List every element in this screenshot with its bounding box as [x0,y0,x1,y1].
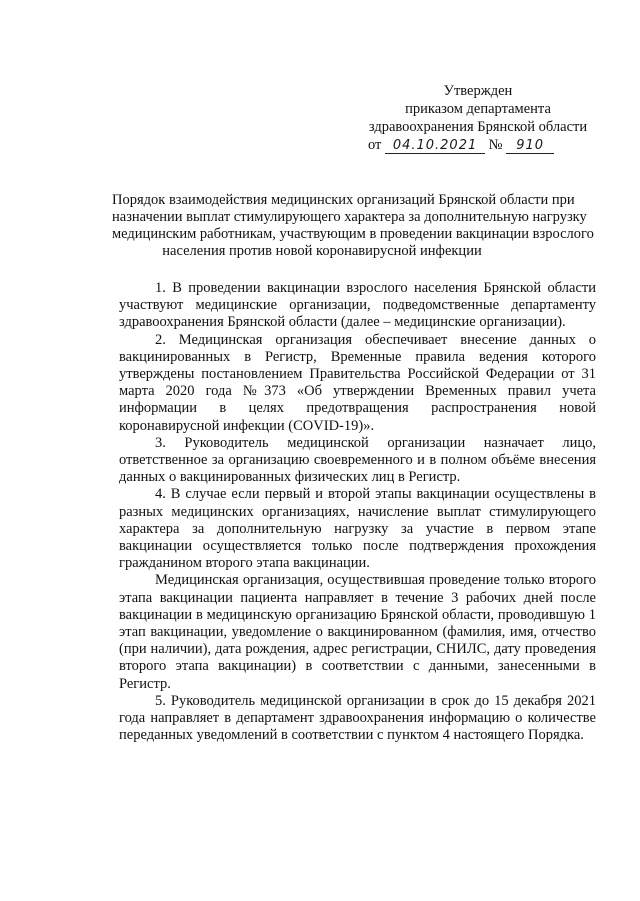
from-label: от [368,137,382,153]
handwritten-date: 04.10.2021 [385,139,485,154]
document-title [112,192,594,260]
document-body [119,280,596,744]
paragraph-3: 3. Руководитель медицинской организации назначает лицо, ответственное за организацию своевременного и в полном объёме внесения данных о вакцинированных физических лиц в Регистр. [119,434,596,486]
number-label: № [488,137,503,153]
approval-department-line: здравоохранения Брянской области [368,119,588,135]
approval-heading: Утвержден [443,83,513,99]
approval-date-number-line [360,136,596,154]
paragraph-1: 1. В проведении вакцинации взрослого населения Брянской области участвуют медицинские организации, подведомственные департаменту здравоохранения Брянской области (далее – медицинские организации). [119,280,596,331]
approval-order-line: приказом департамента [405,101,551,117]
approval-block [360,82,596,154]
title-line: назначении выплат стимулирующего характера за дополнительную нагрузку [112,209,587,225]
handwritten-number: 910 [506,139,554,154]
paragraph-4-continued: Медицинская организация, осуществившая проведение только второго этапа вакцинации пациента направляет в течение 3 рабочих дней после вакцинации в медицинскую организацию Брянской области, проводившую 1 этап вакцинации, уведомление о вакцинированном (фамилия, имя, отчество (при наличии), дата рождения, адрес регистрации, СНИЛС, дату проведения второго этапа вакцинации) в соответствии с данными, занесенными в Регистр. [119,572,596,692]
paragraph-5: 5. Руководитель медицинской организации в срок до 15 декабря 2021 года направляет в департамент здравоохранения информацию о количестве переданных уведомлений в соответствии с пунктом 4 настоящего Порядка. [119,692,596,744]
paragraph-4: 4. В случае если первый и второй этапы вакцинации осуществлены в разных медицинских организациях, начисление выплат стимулирующего характера за дополнительную нагрузку за участие в первом этапе вакцинации осуществляется только после подтверждения прохождения гражданином второго этапа вакцинации. [119,486,596,572]
paragraph-2: 2. Медицинская организация обеспечивает внесение данных о вакцинированных в Регистр, Временные правила ведения которого утверждены постановлением Правительства Российской Федерации от 31 марта 2020 года №373 «Об утверждении Временных правил учета информации в целях предотвращения распространения новой коронавирусной инфекции (COVID-19)». [119,331,596,434]
title-line: населения против новой коронавирусной инфекции [162,243,482,259]
title-line: Порядок взаимодействия медицинских организаций Брянской области при [112,192,575,208]
title-line: медицинским работникам, участвующим в проведении вакцинации взрослого [112,226,594,242]
